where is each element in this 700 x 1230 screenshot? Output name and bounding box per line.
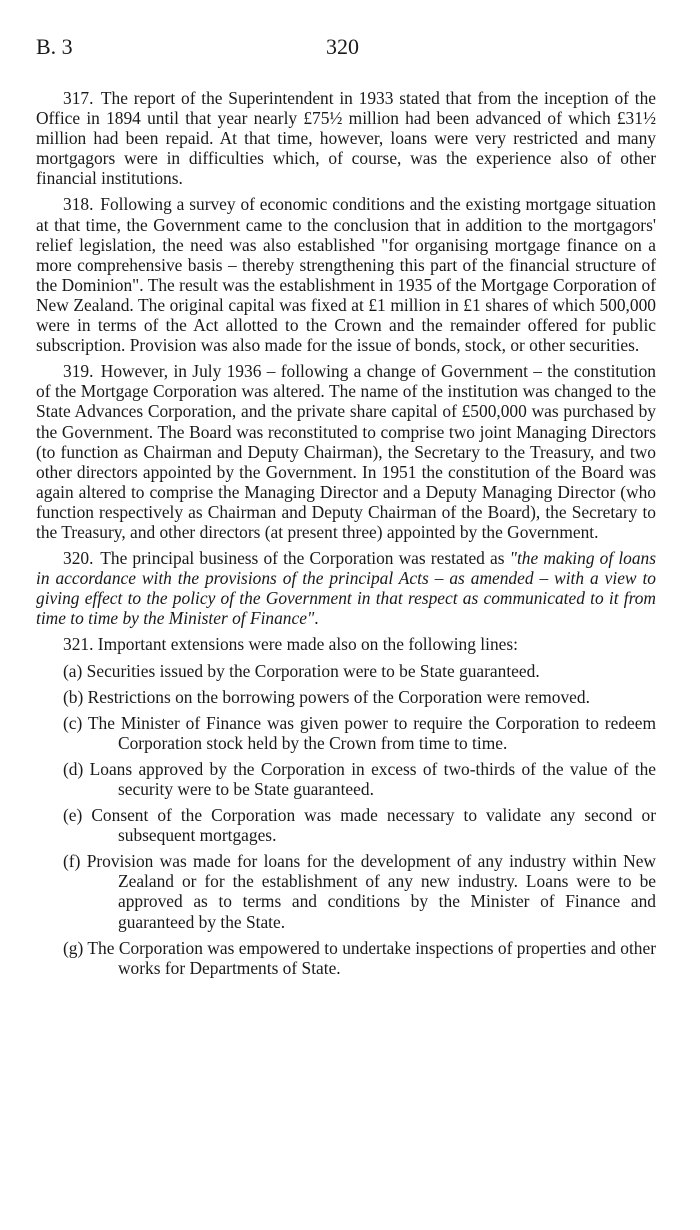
list-item-label: (d): [63, 758, 84, 779]
list-item: [36, 938, 656, 978]
quoted-text: "the making of loans in accordance with the provisions of the principal Acts – as amended – with a view to giving effect to the policy of the Government in that respect as communicated to it from time to time by the Minister of Finance": [36, 548, 656, 629]
list-item-text: Provision was made for loans for the development of any industry within New Zealand or for the establishment of any new industry. Loans were to be approved as to terms and conditions by the Minister of Finance and guaranteed by the State.: [86, 851, 656, 932]
paragraph-number: 318.: [63, 194, 94, 215]
paragraph-text: However, in July 1936 – following a change of Government – the constitution of the Mortgage Corporation was altered. The name of the institution was changed to the State Advances Corporation, and the private share capital of £500,000 was purchased by the Government. The Board was reconstituted to comprise two joint Managing Directors (to function as Chairman and Deputy Chairman), the Secretary to the Treasury, and two other directors appointed by the Government. In 1951 the constitution of the Board was again altered to comprise the Managing Director and a Deputy Managing Director (who function respectively as Chairman and Deputy Chairman of the Board), the Secretary to the Treasury, and other directors (at present three) appointed by the Government.: [36, 361, 656, 542]
paragraph-number: 321.: [63, 634, 94, 655]
list-item: [36, 759, 656, 799]
list-item-label: (e): [63, 805, 83, 826]
paragraph-number: 319.: [63, 361, 94, 382]
page-number: 320: [326, 34, 359, 59]
document-body: [36, 88, 656, 978]
paragraph-text: The principal business of the Corporation was restated as: [100, 548, 510, 569]
list-item-text: The Corporation was empowered to undertake inspections of properties and other works for Departments of State.: [87, 937, 656, 978]
paragraph-text: Important extensions were made also on the following lines:: [97, 634, 518, 655]
document-reference: B. 3: [36, 34, 73, 59]
paragraph-318: [36, 194, 656, 355]
paragraph-text: Following a survey of economic conditions and the existing mortgage situation at that time, the Government came to the conclusion that in addition to the mortgagors' relief legislation, the need was also established "for organising mortgage finance on a more comprehensive basis – thereby strengthening this part of the financial structure of the Dominion". The result was the establishment in 1935 of the Mortgage Corporation of New Zealand. The original capital was fixed at £1 million in £1 shares of which 500,000 were in terms of the Act allotted to the Crown and the remainder offered for public subscription. Provision was also made for the issue of bonds, stock, or other securities.: [36, 194, 656, 356]
list-item-text: Restrictions on the borrowing powers of the Corporation were removed.: [87, 686, 590, 707]
list-item-text: Loans approved by the Corporation in excess of two-thirds of the value of the security were to be State guaranteed.: [89, 758, 656, 799]
list-item-text: The Minister of Finance was given power to require the Corporation to redeem Corporation stock held by the Crown from time to time.: [87, 712, 656, 753]
paragraph-number: 317.: [63, 88, 94, 108]
list-item-text: Consent of the Corporation was made necessary to validate any second or subsequent mortgages.: [91, 805, 656, 846]
list-item: [36, 661, 656, 681]
list-item: [36, 851, 656, 931]
paragraph-321: [36, 634, 656, 654]
paragraph-317: [36, 88, 656, 188]
paragraph-text: The report of the Superintendent in 1933 stated that from the inception of the Office in 1894 until that year nearly £75½ million had been advanced of which £31½ million had been repaid. At that time, however, loans were very restricted and many mortgagors were in difficulties which, of course, was the experience also of other financial institutions.: [36, 88, 656, 189]
list-item: [36, 805, 656, 845]
list-item-label: (a): [63, 660, 83, 681]
page-header: [36, 34, 656, 68]
paragraph-320: [36, 548, 656, 628]
list-item-text: Securities issued by the Corporation were to be State guaranteed.: [86, 660, 540, 681]
paragraph-number: 320.: [63, 548, 94, 569]
paragraph-end: .: [314, 608, 319, 629]
list-item: [36, 713, 656, 753]
list-item-label: (b): [63, 686, 84, 707]
paragraph-319: [36, 361, 656, 542]
document-page: [36, 34, 656, 984]
list-item: [36, 687, 656, 707]
list-item-label: (c): [63, 712, 83, 733]
list-item-label: (f): [63, 851, 81, 872]
list-item-label: (g): [63, 937, 84, 958]
